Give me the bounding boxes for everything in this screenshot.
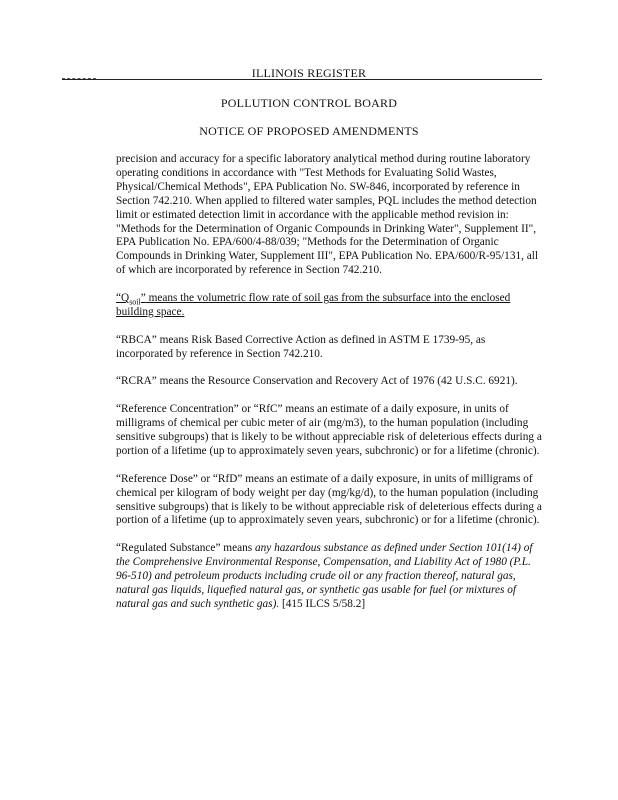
statute-citation: [415 ILCS 5/58.2]	[279, 597, 366, 610]
rfc-paragraph: “Reference Concentration” or “RfC” means an estimate of a daily exposure, in units of milligrams of chemical per cubic meter of air (mg/m3), to the human population (including sensitive subgroups) that is likely to be without appreciable risk of deleterious effects during a portion of a lifetime (up to approximately seven years, subchronic) or for a lifetime (chronic).	[116, 403, 542, 457]
rfd-paragraph: “Reference Dose” or “RfD” means an estimate of a daily exposure, in units of milligrams of chemical per kilogram of body weight per day (mg/kg/d), to the human population (including sensitive subgroups) that is likely to be without appreciable risk of deleterious effects during a portion of a lifetime (up to approximately seven years, subchronic) or for a lifetime (chronic).	[116, 472, 542, 527]
rbca-paragraph: “RBCA” means Risk Based Corrective Action as defined in ASTM E 1739-95, as incorporated by reference in Section 742.210.	[116, 333, 486, 360]
board-title: POLLUTION CONTROL BOARD	[220, 96, 398, 110]
notice-title: NOTICE OF PROPOSED AMENDMENTS	[199, 124, 419, 138]
regulated-substance-definition: any hazardous substance as defined under Section 101(14) of the Comprehensive Environmental Response, Compensation, and Liability Act of 1980 (P.L. 96-510) and petroleum products including crude oil or any fraction thereof, natural gas, natural gas liquids, liquefied natural gas, or synthetic gas usable for fuel (or mixtures of natural gas and such synthetic gas).	[116, 542, 533, 610]
regulated-substance-paragraph: “Regulated Substance” means any hazardous substance as defined under Section 101(14) of the Comprehensive Environmental Response, Compensation, and Liability Act of 1980 (P.L. 96-510) and petroleum products including crude oil or any fraction thereof, natural gas, natural gas liquids, liquefied natural gas, or synthetic gas usable for fuel (or mixtures of natural gas and such synthetic gas). [415 ILCS 5/58.2]	[116, 542, 533, 610]
pql-paragraph: precision and accuracy for a specific laboratory analytical method during routine laboratory operating conditions in accordance with "Test Methods for Evaluating Solid Wastes, Physical/Chemical Methods", EPA Publication No. SW-846, incorporated by reference in Section 742.210. When applied to filtered water samples, PQL includes the method detection limit or estimated detection limit in accordance with the applicable method revision in: "Methods for the Determination of Organic Compounds in Drinking Water", Supplement II", EPA Publication No. EPA/600/4-88/039; "Methods for the Determination of Organic Compounds in Drinking Water, Supplement III", EPA Publication No. EPA/600/R-95/131, all of which are incorporated by reference in Section 742.210.	[116, 153, 539, 277]
rcra-paragraph: “RCRA” means the Resource Conservation and Recovery Act of 1976 (42 U.S.C. 6921).	[116, 375, 518, 388]
qsoil-paragraph	[116, 292, 544, 320]
qsoil-term: “$Q_{soil}$”	[116, 292, 146, 307]
document-body	[116, 153, 544, 626]
qsoil-definition: means the volumetric flow rate of soil gas from the subsurface into the enclosed building space.	[116, 292, 511, 318]
register-title: ILLINOIS REGISTER	[251, 66, 367, 80]
